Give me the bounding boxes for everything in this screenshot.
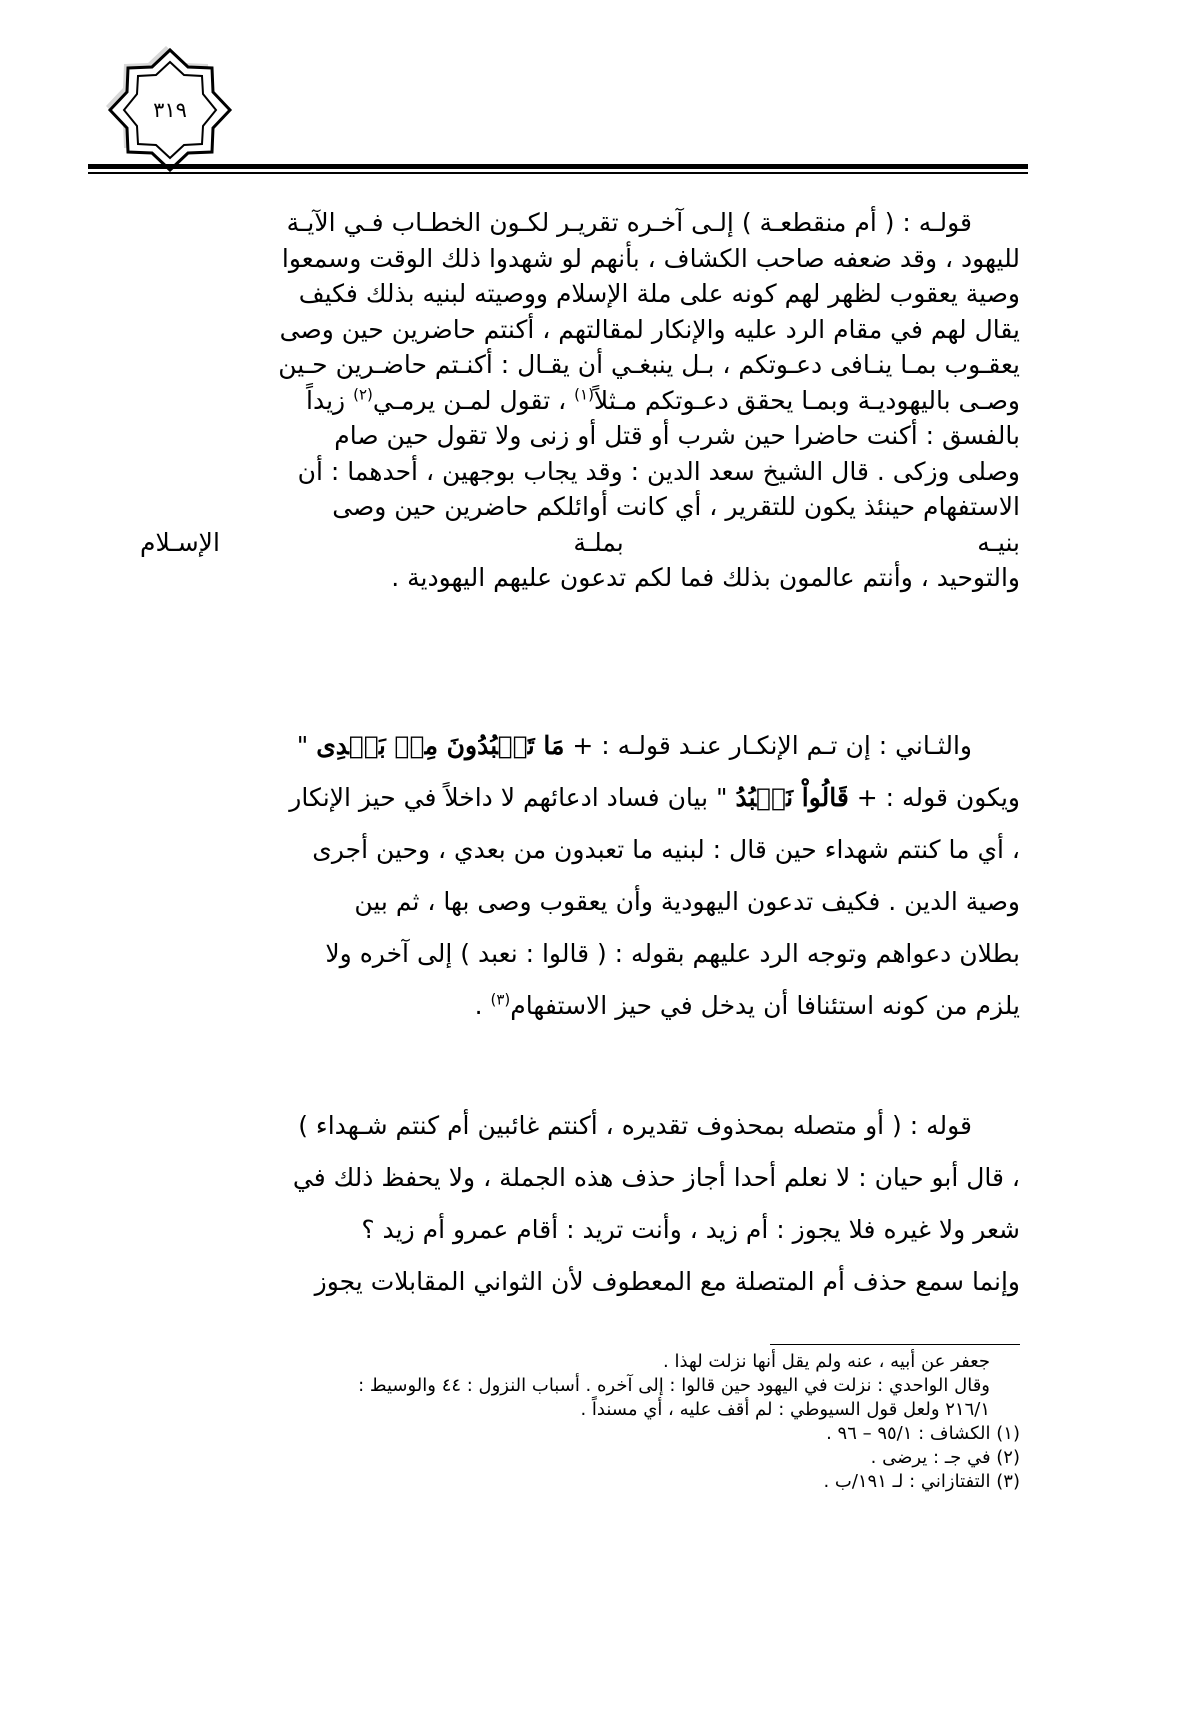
paragraph-2	[140, 720, 1020, 1032]
footnote-continuation: وقال الواحدي : نزلت في اليهود حين قالوا : إلى آخره . أسباب النزول : ٤٤ والوسيط :	[358, 1375, 990, 1396]
text-line: يعقـوب بمـا ينـافى دعـوتكم ، بـل ينبغـي أن يقـال : أكنـتم حاضـرين حـين	[278, 350, 1020, 379]
text-line: بطلان دعواهم وتوجه الرد عليهم بقوله : ( قالوا : نعبد ) إلى آخره ولا	[325, 939, 1020, 968]
text-line: وصلى وزكى . قال الشيخ سعد الدين : وقد يجاب بوجهين ، أحدهما : أن	[297, 456, 1020, 486]
footnote-continuation: ٢١٦/١ ولعل قول السيوطي : لم أقف عليه ، أي مسنداً .	[580, 1399, 990, 1420]
text-line: قولـه : ( أم منقطعـة ) إلـى آخـره تقريـر لكـون الخطـاب فـي الآيـة	[286, 208, 972, 237]
text-line: شعر ولا غيره فلا يجوز : أم زيد ، وأنت تريد : أقام عمرو أم زيد ؟	[361, 1215, 1020, 1244]
quran-verse: قَالُواْ نَعۡبُدُ	[735, 783, 849, 812]
header-rule-thin	[88, 172, 1028, 174]
footnote-2: (٢) في جـ : يرضى .	[870, 1447, 1020, 1468]
quran-verse: مَا تَعۡبُدُونَ مِنۢ بَعۡدِى	[316, 731, 565, 760]
paragraph-1	[140, 205, 1020, 596]
footnote-ref-2: (٢)	[353, 385, 373, 404]
text-line-with-footnote: يلزم من كونه استئنافا أن يدخل في حيز الاستفهام$^{(٣)}$ .	[474, 990, 1020, 1020]
text-line: والتوحيد ، وأنتم عالمون بذلك فما لكم تدعون عليهم اليهودية .	[391, 563, 1020, 592]
text-line: الاستفهام حينئذ يكون للتقرير ، أي كانت أوائلكم حاضرين حين وصى	[332, 492, 1020, 521]
text-line: وصية الدين . فكيف تدعون اليهودية وأن يعقوب وصى بها ، ثم بين	[354, 887, 1020, 916]
stretched-line: بنيـه بملـة الإسـلام	[140, 527, 1020, 557]
footnote-continuation: جعفر عن أبيه ، عنه ولم يقل أنها نزلت لهذا .	[663, 1351, 990, 1372]
text-line-with-verse: ويكون قوله : + قَالُواْ نَعۡبُدُ " بيان فساد ادعائهم لا داخلاً في حيز الإنكار	[289, 783, 1020, 812]
header-rule-thick	[88, 164, 1028, 169]
paragraph-3	[140, 1100, 1020, 1308]
text-line: ، أي ما كنتم شهداء حين قال : لبنيه ما تعبدون من بعدي ، وحين أجرى	[312, 835, 1020, 864]
text-line: ، قال أبو حيان : لا نعلم أحدا أجاز حذف هذه الجملة ، ولا يحفظ ذلك في	[292, 1163, 1020, 1192]
footnote-1: (١) الكشاف : ٩٥/١ – ٩٦ .	[826, 1423, 1020, 1444]
text-line-with-footnotes: وصـى باليهوديـة وبمـا يحقق دعـوتكم مـثلاً$^{(١)}$ ، تقول لمـن يرمـي$^{(٢)}$ زيداً	[306, 385, 1020, 415]
footnotes	[140, 1350, 1020, 1494]
footnote-ref-1: (١)	[574, 385, 594, 404]
text-line: وإنما سمع حذف أم المتصلة مع المعطوف لأن الثواني المقابلات يجوز	[314, 1267, 1020, 1296]
text-line: وصية يعقوب لظهر لهم كونه على ملة الإسلام ووصيته لبنيه بذلك فكيف	[298, 279, 1020, 308]
footnote-separator	[770, 1344, 1020, 1345]
text-line: يقال لهم في مقام الرد عليه والإنكار لمقالتهم ، أكنتم حاضرين حين وصى	[279, 314, 1020, 344]
text-line-with-verse: والثـاني : إن تـم الإنكـار عنـد قولـه : + مَا تَعۡبُدُونَ مِنۢ بَعۡدِى "	[296, 731, 972, 760]
footnote-ref-3: (٣)	[490, 990, 511, 1009]
footnote-3: (٣) التفتازاني : لـ ١٩١/ب .	[823, 1471, 1020, 1492]
text-line: قوله : ( أو متصله بمحذوف تقديره ، أكنتم غائبين أم كنتم شـهداء )	[298, 1111, 972, 1140]
page-number: ٣١٩	[153, 98, 187, 122]
text-line: بالفسق : أكنت حاضرا حين شرب أو قتل أو زنى ولا تقول حين صام	[334, 421, 1020, 450]
text-line: لليهود ، وقد ضعفه صاحب الكشاف ، بأنهم لو شهدوا ذلك الوقت وسمعوا	[281, 243, 1020, 273]
